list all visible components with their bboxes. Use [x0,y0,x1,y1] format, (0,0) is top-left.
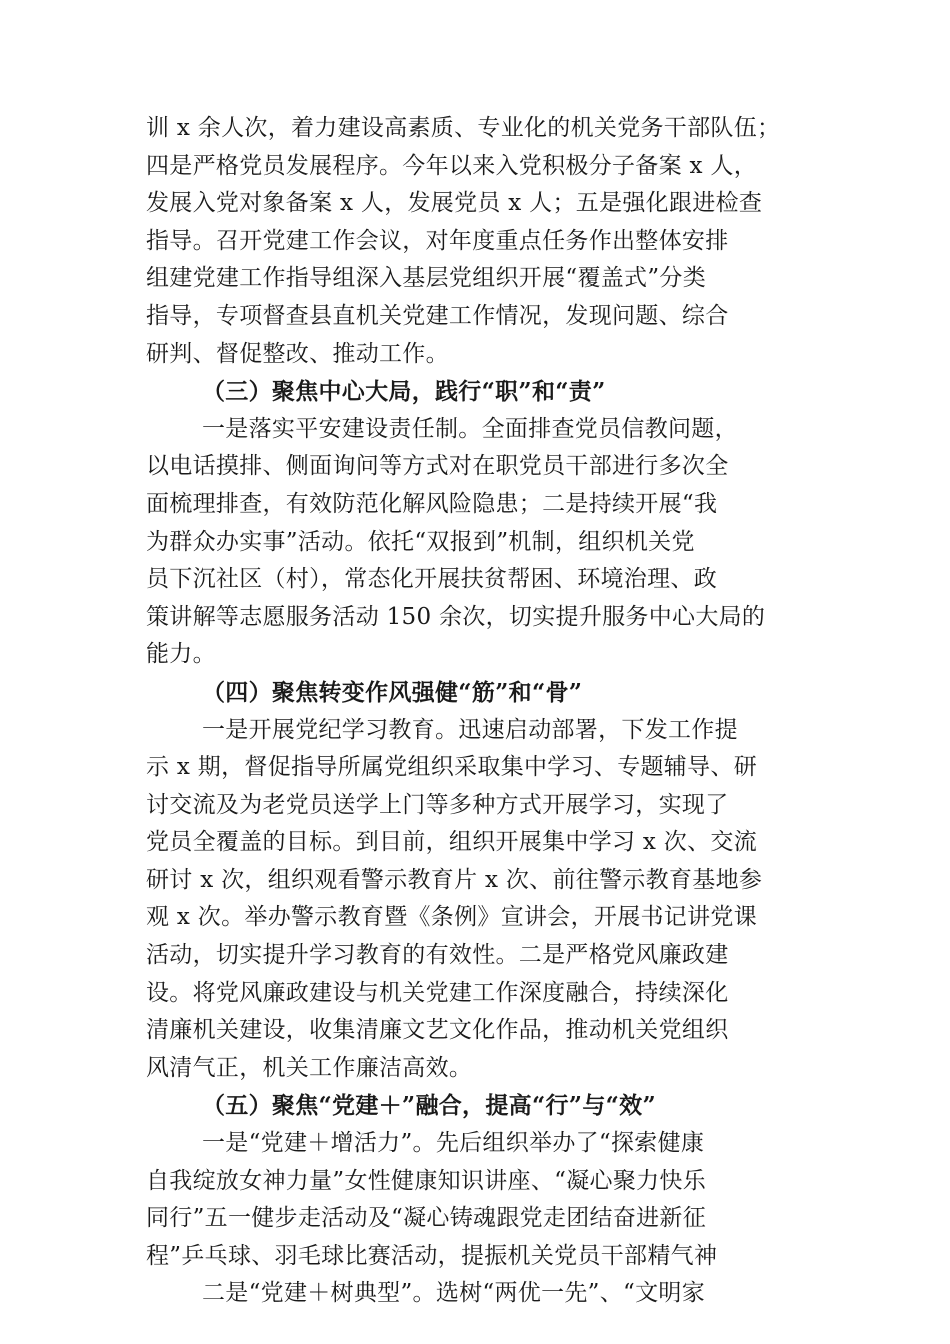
paragraph-line: 研判、督促整改、推动工作。 [146,340,449,367]
paragraph-line: 示 x 期，督促指导所属党组织采取集中学习、专题辅导、研 [146,754,757,781]
paragraph-line: 一是落实平安建设责任制。全面排查党员信教问题， [202,415,738,442]
paragraph-line: 党员全覆盖的目标。到目前，组织开展集中学习 x 次、交流 [146,829,757,856]
paragraph-line: 观 x 次。举办警示教育暨《条例》宣讲会，开展书记讲党课 [146,904,757,931]
paragraph-line: 指导，专项督查县直机关党建工作情况，发现问题、综合 [146,302,729,329]
paragraph-line: 策讲解等志愿服务活动 150 余次，切实提升服务中心大局的 [146,603,766,630]
paragraph-line: 发展入党对象备案 x 人，发展党员 x 人；五是强化跟进检查 [146,190,763,217]
paragraph-line: 讨交流及为老党员送学上门等多种方式开展学习，实现了 [146,791,729,818]
paragraph-line: 研讨 x 次，组织观看警示教育片 x 次、前往警示教育基地参 [146,866,763,893]
paragraph-line: 能力。 [146,641,216,668]
paragraph-line: 员下沉社区（村），常态化开展扶贫帮困、环境治理、政 [146,566,717,593]
paragraph-line: 指导。召开党建工作会议，对年度重点任务作出整体安排 [146,227,729,254]
paragraph-line: 同行”五一健步走活动及“凝心铸魂跟党走团结奋进新征 [146,1205,707,1232]
paragraph-line: 为群众办实事”活动。依托“双报到”机制，组织机关党 [146,528,695,555]
document-body [146,110,806,1313]
paragraph-line: 清廉机关建设，收集清廉文艺文化作品，推动机关党组织 [146,1017,729,1044]
paragraph-line: 自我绽放女神力量”女性健康知识讲座、“凝心聚力快乐 [146,1167,707,1194]
paragraph-line: 以电话摸排、侧面询问等方式对在职党员干部进行多次全 [146,453,729,480]
section-heading: （四）聚焦转变作风强健“筋”和“骨” [202,678,583,706]
paragraph-line: 四是严格党员发展程序。今年以来入党积极分子备案 x 人， [146,152,757,179]
paragraph-line: 二是“党建＋树典型”。选树“两优一先”、“文明家 [202,1280,705,1307]
paragraph-line: 组建党建工作指导组深入基层党组织开展“覆盖式”分类 [146,265,707,292]
section-heading: （五）聚焦“党建＋”融合，提高“行”与“效” [202,1092,656,1120]
section-heading: （三）聚焦中心大局，践行“职”和“责” [202,378,606,406]
paragraph-line: 一是开展党纪学习教育。迅速启动部署，下发工作提 [202,716,738,743]
paragraph-line: 面梳理排查，有效防范化解风险隐患；二是持续开展“我 [146,490,718,517]
paragraph-line: 训 x 余人次，着力建设高素质、专业化的机关党务干部队伍； [146,115,781,141]
paragraph-line: 风清气正，机关工作廉洁高效。 [146,1054,473,1081]
paragraph-line: 一是“党建＋增活力”。先后组织举办了“探索健康 [202,1130,705,1157]
paragraph-line: 活动，切实提升学习教育的有效性。二是严格党风廉政建 [146,942,729,969]
paragraph-line: 程”乒乓球、羽毛球比赛活动，提振机关党员干部精气神 [146,1242,718,1269]
paragraph-line: 设。将党风廉政建设与机关党建工作深度融合，持续深化 [146,979,729,1006]
